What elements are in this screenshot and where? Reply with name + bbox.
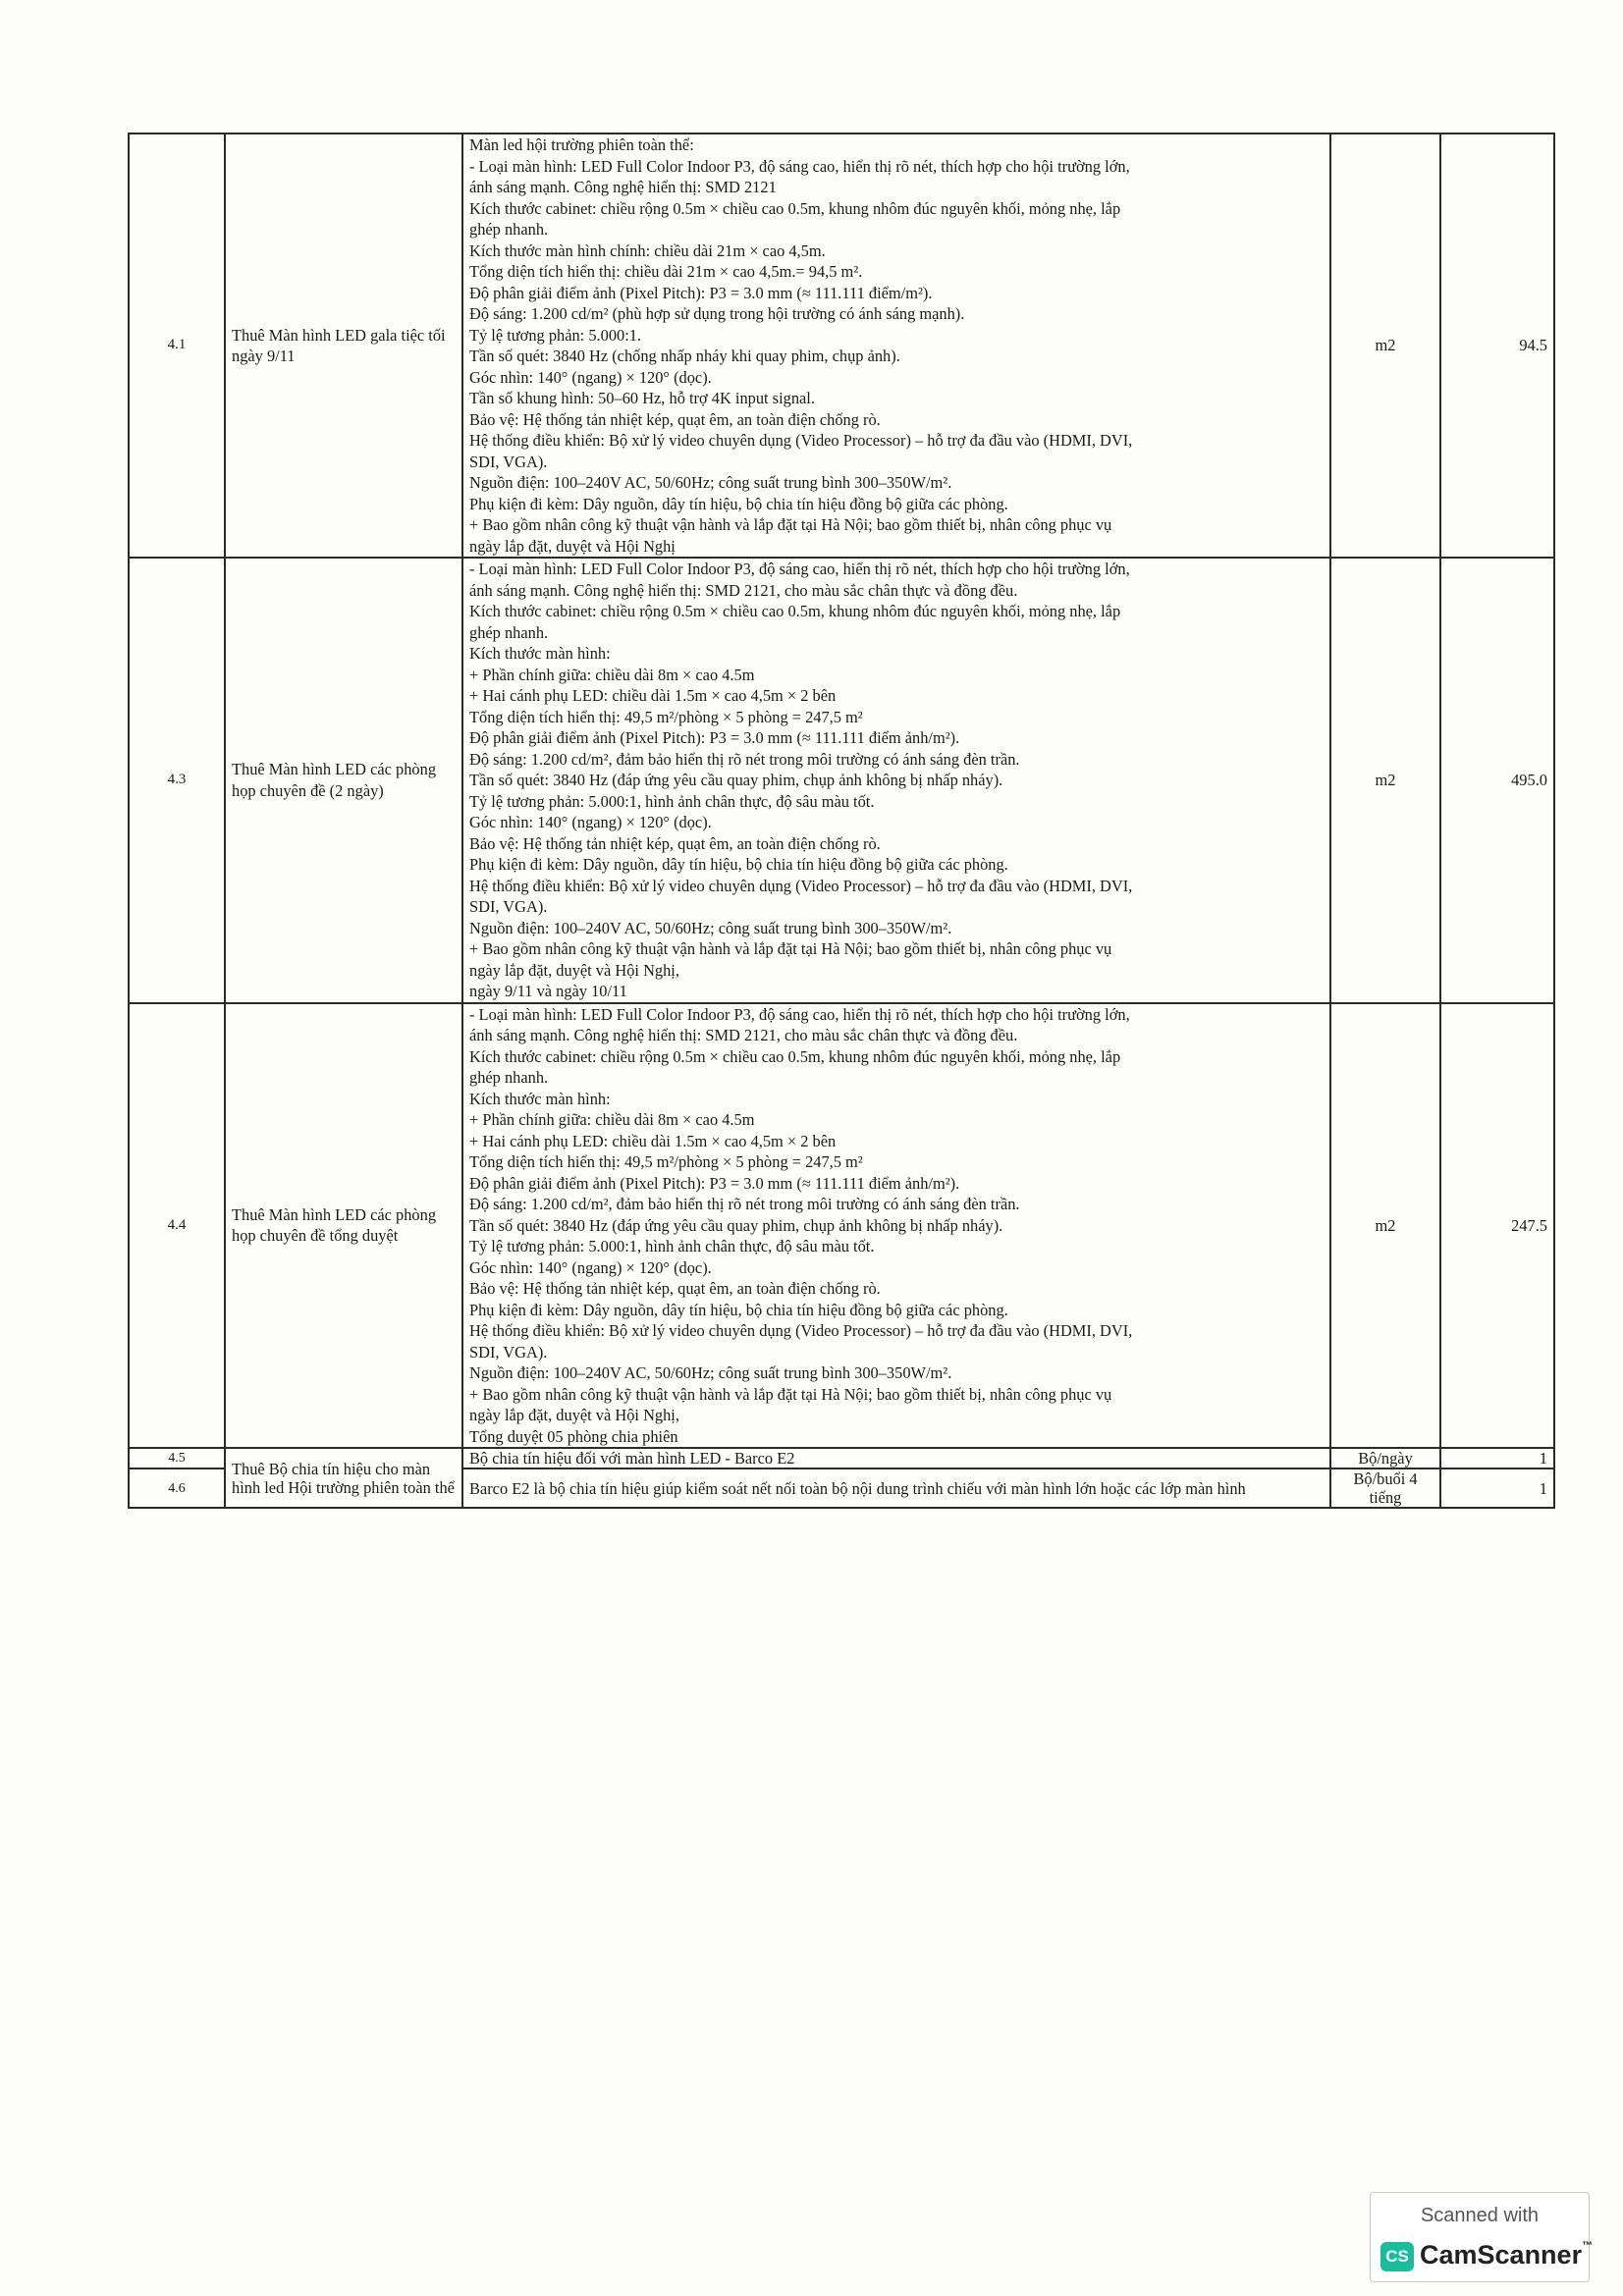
description-line: Tần số quét: 3840 Hz (đáp ứng yêu cầu quay phim, chụp ảnh không bị nhấp nháy).	[469, 771, 1003, 789]
description-line: Độ sáng: 1.200 cd/m² (phù hợp sử dụng trong hội trường có ánh sáng mạnh).	[469, 304, 965, 323]
description-line: Góc nhìn: 140° (ngang) × 120° (dọc).	[469, 367, 712, 387]
description-line: Tổng diện tích hiển thị: 49,5 m²/phòng × 5 phòng = 247,5 m²	[469, 1152, 863, 1171]
description-line: Độ sáng: 1.200 cd/m², đảm bảo hiển thị rõ nét trong môi trường có ánh sáng đèn trần.	[469, 749, 1020, 769]
description-line: Tổng duyệt 05 phòng chia phiên	[469, 1426, 678, 1446]
description-line: - Loại màn hình: LED Full Color Indoor P3, độ sáng cao, hiển thị rõ nét, thích hợp cho hội trường lớn,	[469, 560, 1130, 578]
description-line: ngày lắp đặt, duyệt và Hội Nghị,	[469, 1406, 679, 1424]
description-line: ánh sáng mạnh. Công nghệ hiển thị: SMD 2121, cho màu sắc chân thực và đồng đều.	[469, 1026, 1018, 1044]
description-line: Hệ thống điều khiển: Bộ xử lý video chuyên dụng (Video Processor) – hỗ trợ đa đầu vào (HDMI, DVI,	[469, 431, 1133, 450]
description-line: ghép nhanh.	[469, 622, 549, 642]
description-line: Bảo vệ: Hệ thống tản nhiệt kép, quạt êm, an toàn điện chống rò.	[469, 409, 881, 429]
item-name: Thuê Màn hình LED các phòng họp chuyên đề (2 ngày)	[225, 558, 462, 1003]
item-unit: m2	[1330, 558, 1440, 1003]
row-number: 4.4	[129, 1003, 225, 1449]
description-line: ánh sáng mạnh. Công nghệ hiển thị: SMD 2121	[469, 178, 777, 196]
camscanner-badge	[1370, 2192, 1594, 2282]
description-line: SDI, VGA).	[469, 452, 548, 471]
item-name: Thuê Màn hình LED gala tiệc tối ngày 9/11	[225, 133, 462, 558]
item-description	[462, 1003, 1330, 1449]
description-line: ghép nhanh.	[469, 220, 549, 239]
description-line: Tần số khung hình: 50–60 Hz, hỗ trợ 4K input signal.	[469, 389, 815, 407]
description-line: + Bao gồm nhân công kỹ thuật vận hành và lắp đặt tại Hà Nội; bao gồm thiết bị, nhân công phục vụ	[469, 515, 1112, 534]
description-line: ghép nhanh.	[469, 1068, 549, 1087]
badge-brand	[1420, 2240, 1593, 2270]
item-quantity: 247.5	[1440, 1003, 1554, 1449]
description-line: - Loại màn hình: LED Full Color Indoor P3, độ sáng cao, hiển thị rõ nét, thích hợp cho hội trường lớn,	[469, 156, 1130, 176]
item-description: Bộ chia tín hiệu đối với màn hình LED - Barco E2	[462, 1448, 1330, 1468]
description-line: Bảo vệ: Hệ thống tản nhiệt kép, quạt êm, an toàn điện chống rò.	[469, 1279, 881, 1298]
item-name: Thuê Bộ chia tín hiệu cho màn hình led Hội trường phiên toàn thể	[225, 1448, 462, 1508]
description-line: Tỷ lệ tương phản: 5.000:1.	[469, 325, 642, 345]
description-line: Tần số quét: 3840 Hz (chống nhấp nháy khi quay phim, chụp ảnh).	[469, 347, 900, 365]
item-unit: m2	[1330, 133, 1440, 558]
badge-caption: Scanned with	[1420, 2205, 1540, 2226]
table-row	[129, 558, 1554, 1003]
description-line: ánh sáng mạnh. Công nghệ hiển thị: SMD 2121, cho màu sắc chân thực và đồng đều.	[469, 580, 1018, 600]
description-line: - Loại màn hình: LED Full Color Indoor P3, độ sáng cao, hiển thị rõ nét, thích hợp cho hội trường lớn,	[469, 1004, 1130, 1024]
description-line: Nguồn điện: 100–240V AC, 50/60Hz; công suất trung bình 300–350W/m².	[469, 473, 952, 492]
description-line: SDI, VGA).	[469, 1342, 548, 1362]
description-line: Độ phân giải điểm ảnh (Pixel Pitch): P3 = 3.0 mm (≈ 111.111 điểm/m²).	[469, 283, 933, 302]
item-unit: Bộ/buổi 4 tiếng	[1330, 1468, 1440, 1508]
item-name: Thuê Màn hình LED các phòng họp chuyên đề tổng duyệt	[225, 1003, 462, 1449]
item-quantity: 495.0	[1440, 558, 1554, 1003]
description-line: + Phần chính giữa: chiều dài 8m × cao 4.5m	[469, 1110, 755, 1129]
description-line: Độ phân giải điểm ảnh (Pixel Pitch): P3 = 3.0 mm (≈ 111.111 điểm ảnh/m²).	[469, 728, 960, 747]
description-line: ngày lắp đặt, duyệt và Hội Nghị	[469, 536, 676, 556]
table-row	[129, 1448, 1554, 1468]
description-line: SDI, VGA).	[469, 897, 548, 916]
description-line: + Hai cánh phụ LED: chiều dài 1.5m × cao 4,5m × 2 bên	[469, 686, 837, 705]
table-row	[129, 133, 1554, 558]
row-number: 4.1	[129, 133, 225, 558]
description-line: Màn led hội trường phiên toàn thể:	[469, 135, 694, 154]
item-description: Barco E2 là bộ chia tín hiệu giúp kiểm soát nết nối toàn bộ nội dung trình chiếu với màn hình lớn hoặc các lớp màn hình	[462, 1468, 1330, 1508]
description-line: Tổng diện tích hiển thị: 49,5 m²/phòng × 5 phòng = 247,5 m²	[469, 707, 863, 726]
description-line: Góc nhìn: 140° (ngang) × 120° (dọc).	[469, 813, 712, 831]
description-line: Kích thước cabinet: chiều rộng 0.5m × chiều cao 0.5m, khung nhôm đúc nguyên khối, mỏng nhẹ, lắp	[469, 1046, 1121, 1066]
description-line: Tỷ lệ tương phản: 5.000:1, hình ảnh chân thực, độ sâu màu tốt.	[469, 791, 875, 811]
badge-brand-name: CamScanner	[1420, 2240, 1583, 2269]
row-number: 4.3	[129, 558, 225, 1003]
item-quantity: 94.5	[1440, 133, 1554, 558]
description-line: Hệ thống điều khiển: Bộ xử lý video chuyên dụng (Video Processor) – hỗ trợ đa đầu vào (HDMI, DVI,	[469, 1321, 1133, 1340]
spec-table	[128, 133, 1555, 1509]
description-line: ngày lắp đặt, duyệt và Hội Nghị,	[469, 960, 679, 980]
description-line: + Hai cánh phụ LED: chiều dài 1.5m × cao 4,5m × 2 bên	[469, 1131, 837, 1150]
description-line: + Bao gồm nhân công kỹ thuật vận hành và lắp đặt tại Hà Nội; bao gồm thiết bị, nhân công phục vụ	[469, 939, 1112, 958]
description-line: Kích thước cabinet: chiều rộng 0.5m × chiều cao 0.5m, khung nhôm đúc nguyên khối, mỏng nhẹ, lắp	[469, 602, 1121, 620]
description-line: Kích thước màn hình:	[469, 644, 611, 663]
description-line: Tỷ lệ tương phản: 5.000:1, hình ảnh chân thực, độ sâu màu tốt.	[469, 1237, 875, 1255]
description-line: Bảo vệ: Hệ thống tản nhiệt kép, quạt êm, an toàn điện chống rò.	[469, 833, 881, 853]
description-line: Nguồn điện: 100–240V AC, 50/60Hz; công suất trung bình 300–350W/m².	[469, 1363, 952, 1382]
description-line: Phụ kiện đi kèm: Dây nguồn, dây tín hiệu, bộ chia tín hiệu đồng bộ giữa các phòng.	[469, 855, 1008, 874]
item-description	[462, 558, 1330, 1003]
description-line: Độ phân giải điểm ảnh (Pixel Pitch): P3 = 3.0 mm (≈ 111.111 điểm ảnh/m²).	[469, 1173, 960, 1193]
description-line: Kích thước màn hình:	[469, 1089, 611, 1108]
item-unit: m2	[1330, 1003, 1440, 1449]
description-line: + Phần chính giữa: chiều dài 8m × cao 4.5m	[469, 665, 755, 684]
description-line: ngày 9/11 và ngày 10/11	[469, 982, 627, 1000]
description-line: Tổng diện tích hiển thị: chiều dài 21m × cao 4,5m.= 94,5 m².	[469, 262, 863, 281]
description-line: Kích thước cabinet: chiều rộng 0.5m × chiều cao 0.5m, khung nhôm đúc nguyên khối, mỏng nhẹ, lắp	[469, 198, 1121, 218]
description-line: Góc nhìn: 140° (ngang) × 120° (dọc).	[469, 1257, 712, 1277]
description-line: Phụ kiện đi kèm: Dây nguồn, dây tín hiệu, bộ chia tín hiệu đồng bộ giữa các phòng.	[469, 1300, 1008, 1319]
item-quantity: 1	[1440, 1468, 1554, 1508]
description-line: + Bao gồm nhân công kỹ thuật vận hành và lắp đặt tại Hà Nội; bao gồm thiết bị, nhân công phục vụ	[469, 1384, 1112, 1404]
description-line: Tần số quét: 3840 Hz (đáp ứng yêu cầu quay phim, chụp ảnh không bị nhấp nháy).	[469, 1215, 1003, 1235]
item-quantity: 1	[1440, 1448, 1554, 1468]
row-number: 4.6	[129, 1468, 225, 1508]
description-line: Hệ thống điều khiển: Bộ xử lý video chuyên dụng (Video Processor) – hỗ trợ đa đầu vào (HDMI, DVI,	[469, 876, 1133, 895]
camscanner-logo-icon: CS	[1380, 2242, 1414, 2271]
item-unit: Bộ/ngày	[1330, 1448, 1440, 1468]
table-row	[129, 1003, 1554, 1449]
description-line: Kích thước màn hình chính: chiều dài 21m × cao 4,5m.	[469, 240, 826, 260]
description-line: Phụ kiện đi kèm: Dây nguồn, dây tín hiệu, bộ chia tín hiệu đồng bộ giữa các phòng.	[469, 494, 1008, 513]
item-description	[462, 133, 1330, 558]
trademark-mark: ™	[1582, 2240, 1594, 2252]
row-number: 4.5	[129, 1448, 225, 1468]
description-line: Độ sáng: 1.200 cd/m², đảm bảo hiển thị rõ nét trong môi trường có ánh sáng đèn trần.	[469, 1195, 1020, 1213]
description-line: Nguồn điện: 100–240V AC, 50/60Hz; công suất trung bình 300–350W/m².	[469, 918, 952, 937]
